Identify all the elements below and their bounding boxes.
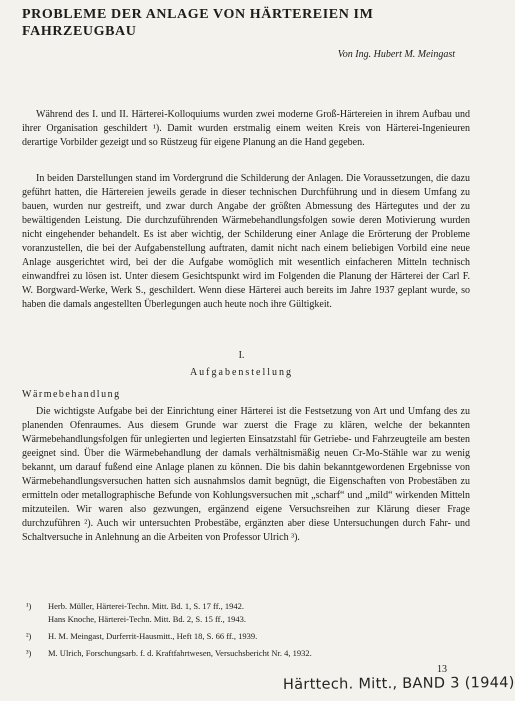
section-title: Aufgabenstellung xyxy=(189,367,294,378)
page-number: 13 xyxy=(437,664,447,675)
section-number: I. xyxy=(238,350,245,361)
author-line: Von Ing. Hubert M. Meingast xyxy=(337,49,455,60)
paragraph-overview: In beiden Darstellungen stand im Vordergrund die Schilderung der Anlagen. Die Voraussetzungen, die dazu geführt hatten, die Härtereien jeweils gerade in dieser technischen Durchführung und in diesem Umfang zu bauen, wurden nur gestreift, und zwar durch Angabe der größten Abmessung des Härtegutes und der zu bewältigenden Leistung. Die durchzuführenden Wärmebehandlungsfolgen sowie deren Motivierung wurden nicht eingehender behandelt. Es ist aber wichtig, der Schilderung einer Anlage die Erörterung der Probleme voranzustellen, die bei der Aufgabenstellung auftraten, damit nicht nach einem beliebigen Vorbild eine neue Anlage ausgerichtet wird, bei der die Aufgabe womöglich mit wesentlich einfacheren Mitteln technisch einwandfrei zu lösen ist. Unter diesem Gesichtspunkt wird im Folgenden die Planung der Härterei der Carl F. W. Borgward-Werke, Werk S., geschildert. Wenn diese Härterei auch bereits im Jahre 1937 geplant wurde, so haben die damals angestellten Überlegungen auch heute noch ihre Gültigkeit. xyxy=(22,173,470,310)
handwritten-annotation: Härttech. Mitt., BAND 3 (1944) xyxy=(282,674,515,694)
article-title: PROBLEME DER ANLAGE VON HÄRTEREIEN IM FAHRZEUGBAU xyxy=(22,7,374,39)
subsection-heading: Wärmebehandlung xyxy=(22,389,121,400)
footnote-3: ³) M. Ulrich, Forschungsarb. f. d. Kraftfahrtwesen, Versuchsbericht Nr. 4, 1932. xyxy=(26,648,312,658)
paragraph-intro: Während des I. und II. Härterei-Kolloquiums wurden zwei moderne Groß-Härtereien in ihrem Aufbau und ihrer Organisation geschildert ¹). Damit wurden erstmalig einem weiten Kreis von Härterei-Ingenieuren derartige Vorbilder gezeigt und so Rüstzeug für eigene Planung an die Hand gegeben. xyxy=(22,109,470,148)
footnotes xyxy=(26,600,466,664)
footnote-1: ¹) Herb. Müller, Härterei-Techn. Mitt. Bd. 1, S. 17 ff., 1942. Hans Knoche, Härterei-Techn. Mitt. Bd. 2, S. 15 ff., 1943. xyxy=(26,601,247,624)
footnote-2: ²) H. M. Meingast, Durferrit-Hausmitt., Heft 18, S. 66 ff., 1939. xyxy=(26,631,258,641)
paragraph-heat-treatment: Die wichtigste Aufgabe bei der Einrichtung einer Härterei ist die Festsetzung von Art und Umfang des zu planenden Ofenraumes. Aus diesem Grunde war zuerst die Frage zu klären, welche der bekannten Wärmebehandlungsfolgen für unlegierten und legierten Einsatzstahl für Getriebe- und Fahrzeugteile am besten geeignet sind. Über die Wärmebehandlung der damals verhältnismäßig neuen Cr-Mo-Stähle war zu wenig bekannt, um darauf fußend eine Anlage planen zu können. Die bis dahin bekanntgewordenen Ergebnisse von Wärmebehandlungsversuchen hatten sich ausnahmslos damit begnügt, die Eigenschaften von Probestäben zu ermitteln oder metallographische Befunde von Kohlungsversuchen mit „scharf“ und „mild“ wirkenden Mitteln mitzuteilen. Wir waren also gezwungen, ergänzend eigene Versuchsreihen zur Klärung dieser Frage durchzuführen ²). Auch wir untersuchten Probestäbe, ergänzten aber diese Untersuchungen durch Fahr- und Schaltversuche in Anlehnung an die Arbeiten von Professor Ulrich ³). xyxy=(22,406,470,543)
